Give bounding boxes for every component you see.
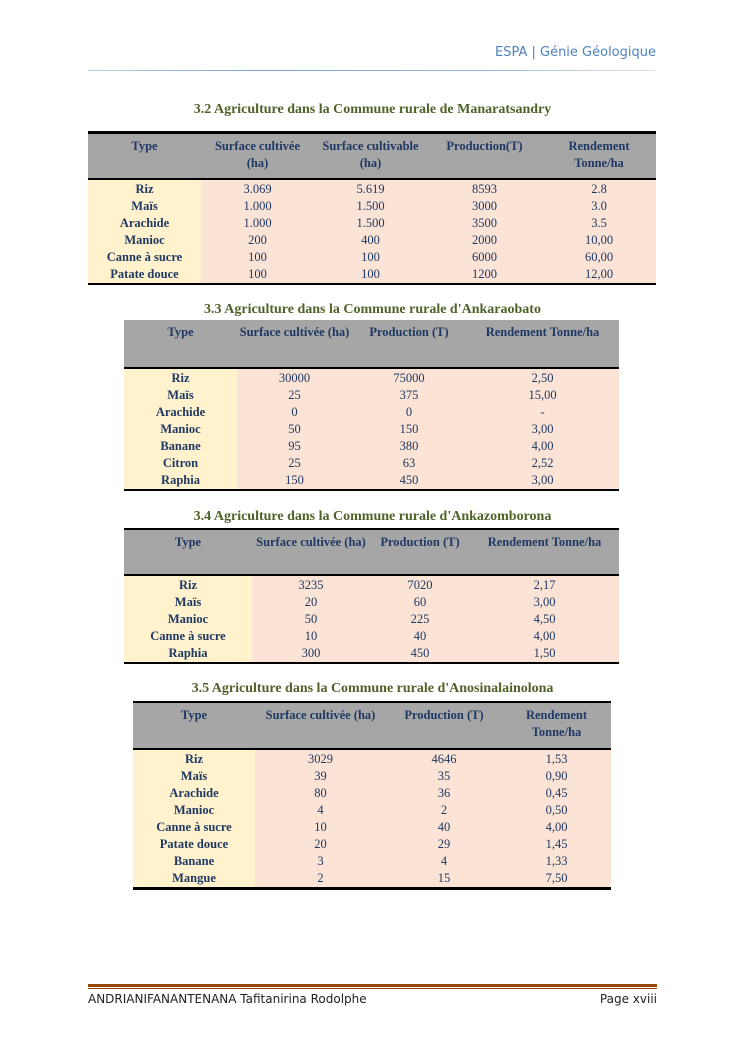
table-row [133,853,611,870]
cell-value: 225 [370,611,470,628]
cell-value: 5.619 [314,179,427,198]
cell-value: 40 [370,628,470,645]
cell-value: 15,00 [466,387,619,404]
cell-value: 10,00 [542,232,656,249]
col-header-type: Type [133,702,255,749]
cell-type: Riz [133,749,255,768]
cell-value: 25 [237,387,352,404]
cell-value: 4,50 [470,611,619,628]
cell-value: 0,50 [502,802,611,819]
table-manaratsandry [88,131,656,285]
cell-value: 8593 [427,179,542,198]
cell-value: 3.069 [201,179,314,198]
header-divider [88,70,656,71]
cell-value: 3500 [427,215,542,232]
cell-type: Maïs [88,198,201,215]
table-row [124,387,619,404]
table-row [133,749,611,768]
cell-value: - [466,404,619,421]
cell-value: 100 [314,266,427,284]
cell-type: Manioc [133,802,255,819]
cell-type: Riz [124,368,237,387]
cell-value: 0,90 [502,768,611,785]
cell-type: Maïs [124,387,237,404]
cell-value: 150 [352,421,466,438]
table-row [88,249,656,266]
cell-value: 400 [314,232,427,249]
cell-value: 15 [386,870,502,889]
cell-value: 60 [370,594,470,611]
cell-type: Raphia [124,645,252,663]
cell-type: Patate douce [88,266,201,284]
cell-value: 20 [255,836,386,853]
cell-value: 95 [237,438,352,455]
cell-value: 2 [386,802,502,819]
table-row [88,232,656,249]
cell-value: 7,50 [502,870,611,889]
col-header-rendement: Rendement Tonne/ha [542,133,656,179]
cell-value: 375 [352,387,466,404]
section-title-3-3: 3.3 Agriculture dans la Commune rurale d'Ankaraobato [204,302,541,317]
cell-value: 10 [255,819,386,836]
cell-value: 1200 [427,266,542,284]
cell-type: Arachide [88,215,201,232]
footer-divider [88,984,657,987]
footer-page-number: Page xviii [599,992,657,1006]
cell-value: 1,53 [502,749,611,768]
table-row [124,404,619,421]
table-row [133,768,611,785]
col-header-type: Type [124,529,252,575]
cell-value: 100 [201,249,314,266]
table-row [88,215,656,232]
cell-type: Mangue [133,870,255,889]
col-header-production: Production (T) [370,529,470,575]
cell-value: 63 [352,455,466,472]
cell-value: 3.5 [542,215,656,232]
cell-value: 3 [255,853,386,870]
cell-value: 80 [255,785,386,802]
cell-value: 2000 [427,232,542,249]
cell-value: 4 [255,802,386,819]
cell-value: 35 [386,768,502,785]
cell-value: 3,00 [466,421,619,438]
cell-value: 2,50 [466,368,619,387]
table-row [133,836,611,853]
cell-value: 4 [386,853,502,870]
col-header-surface-cultivee: Surface cultivée (ha) [252,529,370,575]
table-row [88,198,656,215]
cell-type: Banane [133,853,255,870]
cell-type: Arachide [133,785,255,802]
section-title-3-5: 3.5 Agriculture dans la Commune rurale d'Anosinalainolona [191,681,554,696]
cell-type: Maïs [133,768,255,785]
cell-value: 2,52 [466,455,619,472]
table-ankaraobato [124,320,619,491]
cell-value: 3.0 [542,198,656,215]
cell-value: 36 [386,785,502,802]
cell-type: Citron [124,455,237,472]
cell-value: 1.500 [314,198,427,215]
cell-value: 2 [255,870,386,889]
col-header-surface-cultivee: Surface cultivée (ha) [201,133,314,179]
col-header-rendement: Rendement Tonne/ha [502,702,611,749]
cell-type: Canne à sucre [88,249,201,266]
cell-value: 25 [237,455,352,472]
footer-divider-thin [88,988,657,989]
cell-value: 39 [255,768,386,785]
cell-value: 75000 [352,368,466,387]
col-header-surface-cultivee: Surface cultivée (ha) [237,320,352,368]
table-row [124,611,619,628]
cell-value: 4646 [386,749,502,768]
table-row [88,266,656,284]
cell-type: Manioc [124,421,237,438]
cell-value: 380 [352,438,466,455]
cell-value: 1.000 [201,198,314,215]
cell-value: 29 [386,836,502,853]
table-ankazomborona [124,528,619,664]
cell-type: Maïs [124,594,252,611]
table-row [133,870,611,889]
cell-type: Riz [124,575,252,594]
table-row [124,575,619,594]
cell-type: Riz [88,179,201,198]
table-row [88,179,656,198]
cell-value: 10 [252,628,370,645]
cell-value: 1.500 [314,215,427,232]
col-header-production: Production(T) [427,133,542,179]
cell-value: 7020 [370,575,470,594]
cell-value: 4,00 [502,819,611,836]
cell-value: 1,45 [502,836,611,853]
cell-value: 4,00 [470,628,619,645]
cell-value: 150 [237,472,352,490]
cell-value: 1,33 [502,853,611,870]
cell-value: 200 [201,232,314,249]
cell-value: 0,45 [502,785,611,802]
cell-value: 30000 [237,368,352,387]
table-anosinalainolona [133,701,611,890]
col-header-type: Type [124,320,237,368]
cell-type: Arachide [124,404,237,421]
cell-value: 3029 [255,749,386,768]
table-row [124,438,619,455]
cell-type: Banane [124,438,237,455]
col-header-production: Production (T) [386,702,502,749]
running-header: ESPA | Génie Géologique [494,45,656,60]
cell-value: 3,00 [470,594,619,611]
cell-value: 450 [370,645,470,663]
cell-value: 0 [352,404,466,421]
cell-type: Manioc [88,232,201,249]
cell-value: 3,00 [466,472,619,490]
cell-value: 12,00 [542,266,656,284]
cell-value: 1,50 [470,645,619,663]
cell-type: Raphia [124,472,237,490]
table-row [133,819,611,836]
table-row [124,594,619,611]
table-row [124,368,619,387]
table-row [124,472,619,490]
col-header-rendement: Rendement Tonne/ha [466,320,619,368]
section-title-3-2: 3.2 Agriculture dans la Commune rurale de Manaratsandry [193,102,552,117]
cell-type: Canne à sucre [133,819,255,836]
cell-value: 300 [252,645,370,663]
cell-value: 2.8 [542,179,656,198]
cell-value: 50 [237,421,352,438]
cell-type: Patate douce [133,836,255,853]
cell-value: 100 [314,249,427,266]
cell-value: 3000 [427,198,542,215]
col-header-rendement: Rendement Tonne/ha [470,529,619,575]
col-header-surface-cultivable: Surface cultivable (ha) [314,133,427,179]
cell-value: 450 [352,472,466,490]
cell-value: 3235 [252,575,370,594]
cell-value: 20 [252,594,370,611]
cell-value: 50 [252,611,370,628]
cell-value: 1.000 [201,215,314,232]
section-title-3-4: 3.4 Agriculture dans la Commune rurale d'Ankazomborona [193,509,552,524]
cell-value: 40 [386,819,502,836]
col-header-type: Type [88,133,201,179]
table-row [124,455,619,472]
cell-value: 4,00 [466,438,619,455]
col-header-production: Production (T) [352,320,466,368]
footer-author: ANDRIANIFANANTENANA Tafitanirina Rodolphe [88,992,367,1006]
cell-type: Manioc [124,611,252,628]
table-row [124,628,619,645]
cell-value: 0 [237,404,352,421]
table-row [133,785,611,802]
table-row [124,421,619,438]
table-row [124,645,619,663]
table-row [133,802,611,819]
cell-value: 100 [201,266,314,284]
cell-type: Canne à sucre [124,628,252,645]
cell-value: 6000 [427,249,542,266]
cell-value: 60,00 [542,249,656,266]
cell-value: 2,17 [470,575,619,594]
col-header-surface-cultivee: Surface cultivée (ha) [255,702,386,749]
